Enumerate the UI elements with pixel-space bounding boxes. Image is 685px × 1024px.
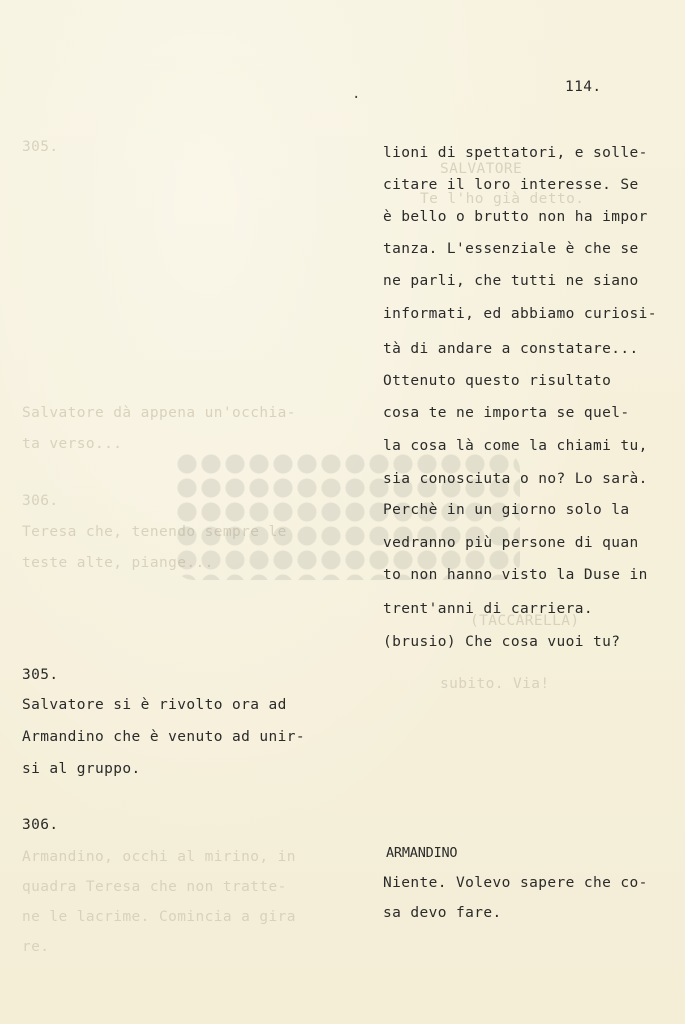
text-line: Ottenuto questo risultato [383, 373, 612, 389]
bleed-text: ta verso... [22, 436, 123, 452]
text-line: lioni di spettatori, e solle- [383, 145, 648, 161]
text-line: sia conosciuta o no? Lo sarà. [383, 471, 648, 487]
bleed-text: Te l'ho già detto. [420, 191, 585, 207]
bleed-text: teste alte, piange... [22, 555, 214, 571]
scene-number: 305. [22, 667, 59, 683]
bleed-text: 305. [22, 139, 59, 155]
bleed-text: quadra Teresa che non tratte- [22, 879, 287, 895]
bleed-text: SALVATORE [440, 161, 523, 177]
scene-description-line: Salvatore si è rivolto ora ad [22, 697, 287, 713]
text-line: informati, ed abbiamo curiosi- [383, 306, 657, 322]
dialogue-line: sa devo fare. [383, 905, 502, 921]
bleed-text: (TACCARELLA) [470, 613, 580, 629]
bleed-text: ne le lacrime. Comincia a gira [22, 909, 296, 925]
dialogue-line: Niente. Volevo sapere che co- [383, 875, 648, 891]
text-line: è bello o brutto non ha impor [383, 209, 648, 225]
text-line: citare il loro interesse. Se [383, 177, 639, 193]
bleed-text: Teresa che, tenendo sempre le [22, 524, 287, 540]
bleed-text: Salvatore dà appena un'occhia- [22, 405, 296, 421]
text-line: tanza. L'essenziale è che se [383, 241, 639, 257]
speaker-name: ARMANDINO [386, 845, 458, 861]
text-line: la cosa là come la chiami tu, [383, 438, 648, 454]
stray-mark: . [352, 86, 361, 102]
text-line: Perchè in un giorno solo la [383, 502, 630, 518]
bleed-text: re. [22, 939, 50, 955]
scene-number: 306. [22, 817, 59, 833]
text-line: trent'anni di carriera. [383, 601, 593, 617]
bleed-text: 306. [22, 493, 59, 509]
text-line: to non hanno visto la Duse in [383, 567, 648, 583]
scene-description-line: Armandino che è venuto ad unir- [22, 729, 306, 745]
text-line: ne parli, che tutti ne siano [383, 273, 639, 289]
bleed-text: Armandino, occhi al mirino, in [22, 849, 296, 865]
text-line: tà di andare a constatare... [383, 341, 639, 357]
text-line: (brusio) Che cosa vuoi tu? [383, 634, 621, 650]
page-number: 114. [565, 79, 602, 95]
scene-description-line: si al gruppo. [22, 761, 141, 777]
text-line: vedranno più persone di quan [383, 535, 639, 551]
bleed-text: subito. Via! [440, 676, 550, 692]
text-line: cosa te ne importa se quel- [383, 405, 630, 421]
